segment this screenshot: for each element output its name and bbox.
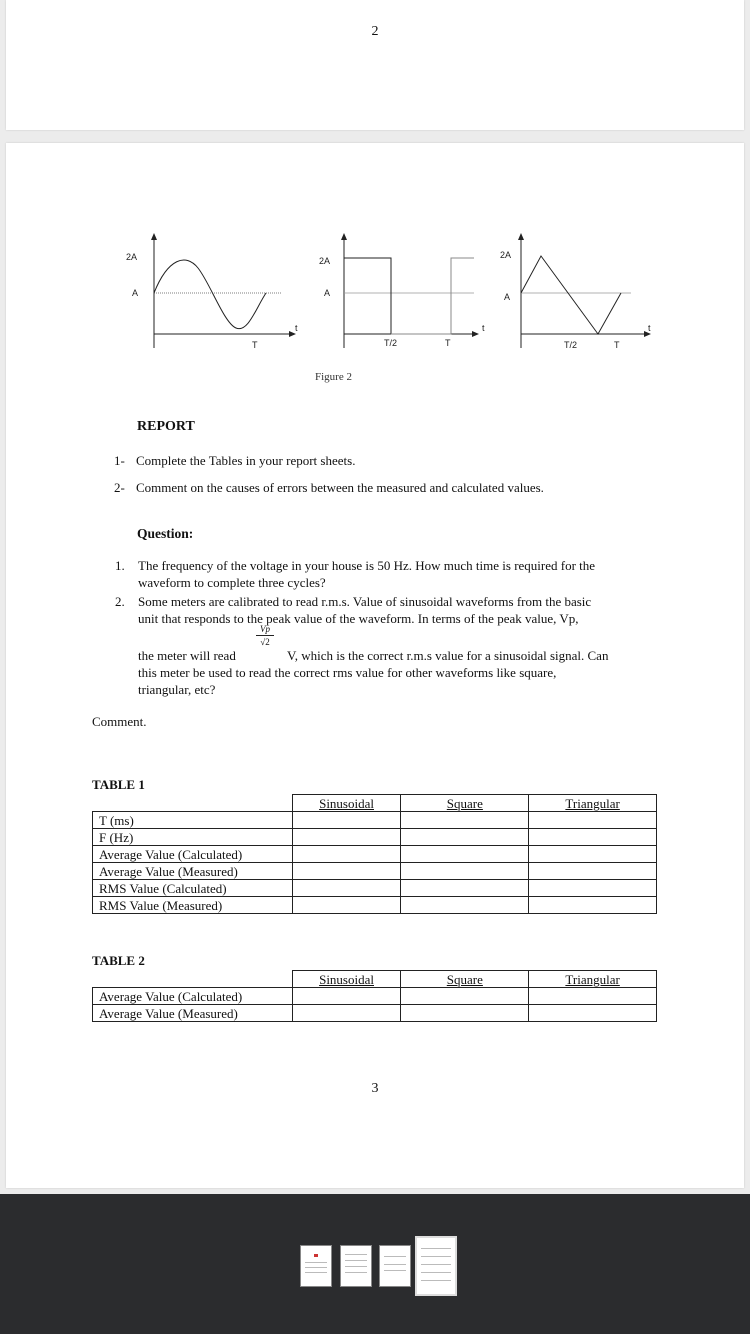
thumbnail-line <box>384 1270 406 1271</box>
table-cell[interactable] <box>292 897 401 914</box>
table-cell[interactable] <box>401 829 529 846</box>
formula-denominator: √2 <box>260 637 270 647</box>
table-cell[interactable] <box>292 829 401 846</box>
sinusoidal-waveform <box>126 233 298 348</box>
table-cell[interactable] <box>292 846 401 863</box>
table-2 <box>92 970 657 1022</box>
table-cell[interactable] <box>292 880 401 897</box>
table-cell[interactable] <box>529 829 657 846</box>
table-2-col-sinusoidal: Sinusoidal <box>292 971 401 988</box>
table-cell[interactable] <box>401 863 529 880</box>
page-thumbnail-dock <box>0 1194 750 1334</box>
question-2-line-2: unit that responds to the peak value of the waveform. In terms of the peak value, Vp, <box>138 611 579 626</box>
table-1 <box>92 794 657 914</box>
comment-label: Comment. <box>92 714 147 729</box>
formula-bar <box>256 635 274 636</box>
question-2-line-5: triangular, etc? <box>138 682 216 697</box>
label-2a-sin: 2A <box>126 252 138 262</box>
table-1-row-label: T (ms) <box>93 812 293 829</box>
table-row <box>93 846 657 863</box>
label-t-axis-tri: t <box>648 323 651 333</box>
page-thumbnail-4-current[interactable] <box>415 1236 457 1296</box>
table-cell[interactable] <box>401 1005 529 1022</box>
table-cell[interactable] <box>401 897 529 914</box>
table-cell[interactable] <box>292 812 401 829</box>
table-1-row-label: RMS Value (Calculated) <box>93 880 293 897</box>
table-cell[interactable] <box>401 880 529 897</box>
label-t-axis-sq: t <box>482 323 485 333</box>
table-row <box>93 863 657 880</box>
table-cell[interactable] <box>529 812 657 829</box>
table-row <box>93 829 657 846</box>
label-half-period-tri: T/2 <box>564 340 578 348</box>
thumbnail-line <box>345 1260 367 1261</box>
table-1-col-square: Square <box>401 795 529 812</box>
table-1-row-label: RMS Value (Measured) <box>93 897 293 914</box>
thumbnail-line <box>345 1254 367 1255</box>
table-row <box>93 988 657 1005</box>
question-1-num: 1. <box>115 558 125 573</box>
question-2-line-4: this meter be used to read the correct rms value for other waveforms like square, <box>138 665 557 680</box>
table-1-col-triangular: Triangular <box>529 795 657 812</box>
page-thumbnail-2[interactable] <box>340 1245 372 1287</box>
table-1-header-row <box>93 795 657 812</box>
label-t-period-sq: T <box>445 338 451 348</box>
page-thumbnail-1[interactable] <box>300 1245 332 1287</box>
table-1-title: TABLE 1 <box>92 777 145 792</box>
thumbnail-line <box>345 1272 367 1273</box>
table-cell[interactable] <box>529 880 657 897</box>
table-1-row-label: F (Hz) <box>93 829 293 846</box>
table-cell[interactable] <box>401 846 529 863</box>
thumbnail-line <box>305 1267 327 1268</box>
square-waveform <box>319 233 485 348</box>
label-a-tri: A <box>504 292 511 302</box>
table-row <box>93 812 657 829</box>
previous-page <box>6 0 744 130</box>
table-2-title: TABLE 2 <box>92 953 145 968</box>
question-2-line-1: Some meters are calibrated to read r.m.s. Value of sinusoidal waveforms from the basic <box>138 594 592 609</box>
thumbnail-line <box>421 1256 451 1257</box>
waveform-figure <box>106 228 666 348</box>
report-item-1-text: Complete the Tables in your report sheets. <box>136 453 356 468</box>
table-1-row-label: Average Value (Measured) <box>93 863 293 880</box>
report-title: REPORT <box>137 419 195 434</box>
thumbnail-line <box>421 1272 451 1273</box>
thumbnail-line <box>421 1280 451 1281</box>
thumbnail-line <box>421 1264 451 1265</box>
table-1-col-sinusoidal: Sinusoidal <box>292 795 401 812</box>
thumbnail-line <box>345 1266 367 1267</box>
question-title: Question: <box>137 526 194 541</box>
table-1-corner-cell <box>93 795 293 812</box>
question-2-line-3b: V, which is the correct r.m.s value for a sinusoidal signal. Can <box>287 648 609 663</box>
label-2a-tri: 2A <box>500 250 512 260</box>
table-cell[interactable] <box>529 988 657 1005</box>
rms-formula <box>254 624 276 647</box>
page-number-main: 3 <box>371 1081 379 1096</box>
thumbnail-logo-icon <box>314 1254 318 1257</box>
thumbnail-line <box>305 1272 327 1273</box>
table-cell[interactable] <box>529 846 657 863</box>
label-a-sin: A <box>132 288 139 298</box>
table-cell[interactable] <box>529 1005 657 1022</box>
current-page <box>6 143 744 1188</box>
report-item-2-text: Comment on the causes of errors between the measured and calculated values. <box>136 480 544 495</box>
question-1-line-1: The frequency of the voltage in your house is 50 Hz. How much time is required for the <box>138 558 596 573</box>
table-2-col-square: Square <box>401 971 529 988</box>
table-cell[interactable] <box>529 863 657 880</box>
label-t-period-sin: T <box>252 340 258 348</box>
thumbnail-line <box>305 1262 327 1263</box>
question-2-line-3a: the meter will read <box>138 648 236 663</box>
table-cell[interactable] <box>529 897 657 914</box>
label-2a-sq: 2A <box>319 256 331 266</box>
table-1-row-label: Average Value (Calculated) <box>93 846 293 863</box>
question-1-line-2: waveform to complete three cycles? <box>138 575 326 590</box>
table-2-row-label: Average Value (Calculated) <box>93 988 293 1005</box>
table-cell[interactable] <box>292 863 401 880</box>
formula-numerator: Vp <box>260 624 270 634</box>
table-row <box>93 1005 657 1022</box>
report-item-1-num: 1- <box>114 453 125 468</box>
table-cell[interactable] <box>292 988 401 1005</box>
table-row <box>93 880 657 897</box>
triangular-waveform <box>500 233 651 348</box>
thumbnail-line <box>384 1256 406 1257</box>
label-t-axis-sin: t <box>295 323 298 333</box>
label-a-sq: A <box>324 288 331 298</box>
table-cell[interactable] <box>292 1005 401 1022</box>
table-2-corner-cell <box>93 971 293 988</box>
label-half-period-sq: T/2 <box>384 338 398 348</box>
label-t-period-tri: T <box>614 340 620 348</box>
table-2-col-triangular: Triangular <box>529 971 657 988</box>
table-2-header-row <box>93 971 657 988</box>
table-row <box>93 897 657 914</box>
table-cell[interactable] <box>401 812 529 829</box>
page-number-top: 2 <box>371 24 379 39</box>
question-2-num: 2. <box>115 594 125 609</box>
table-cell[interactable] <box>401 988 529 1005</box>
thumbnail-line <box>421 1248 451 1249</box>
page-thumbnail-3[interactable] <box>379 1245 411 1287</box>
report-item-2-num: 2- <box>114 480 125 495</box>
thumbnail-line <box>384 1264 406 1265</box>
table-2-row-label: Average Value (Measured) <box>93 1005 293 1022</box>
figure-caption: Figure 2 <box>315 371 352 383</box>
